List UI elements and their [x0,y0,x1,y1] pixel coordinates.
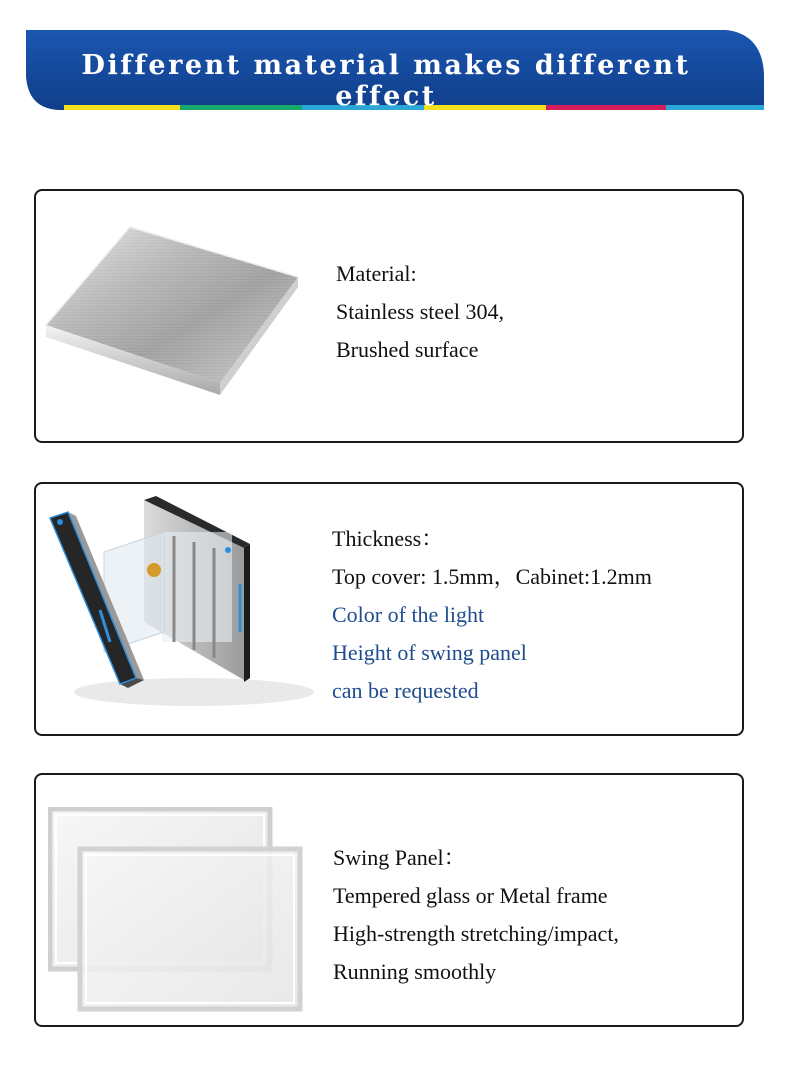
material-heading: Material: [336,261,417,286]
light-color-option: Color of the light [332,602,485,627]
thickness-card [34,482,744,736]
material-spec: Stainless steel 304, [336,299,505,324]
request-note: can be requested [332,678,479,703]
header-banner [26,30,764,110]
material-card [34,189,744,443]
swing-gate-image [44,492,314,724]
swing-panel-strength: High-strength stretching/impact, [333,921,619,946]
thickness-heading: Thickness： [332,526,444,551]
thickness-spec: Top cover: 1.5mm，Cabinet:1.2mm [332,564,652,589]
panel-height-option: Height of swing panel [332,640,527,665]
swing-panel-card [34,773,744,1027]
swing-panel-heading: Swing Panel： [333,845,466,870]
banner-title: Different material makes different effect [81,50,691,112]
swing-panel-text [333,839,619,991]
glass-panels-image [48,807,304,1017]
material-text [336,255,504,369]
swing-panel-running: Running smoothly [333,959,497,984]
steel-plate-image [44,223,306,401]
material-surface: Brushed surface [336,337,479,362]
swing-panel-material: Tempered glass or Metal frame [333,883,608,908]
thickness-text [332,520,652,710]
